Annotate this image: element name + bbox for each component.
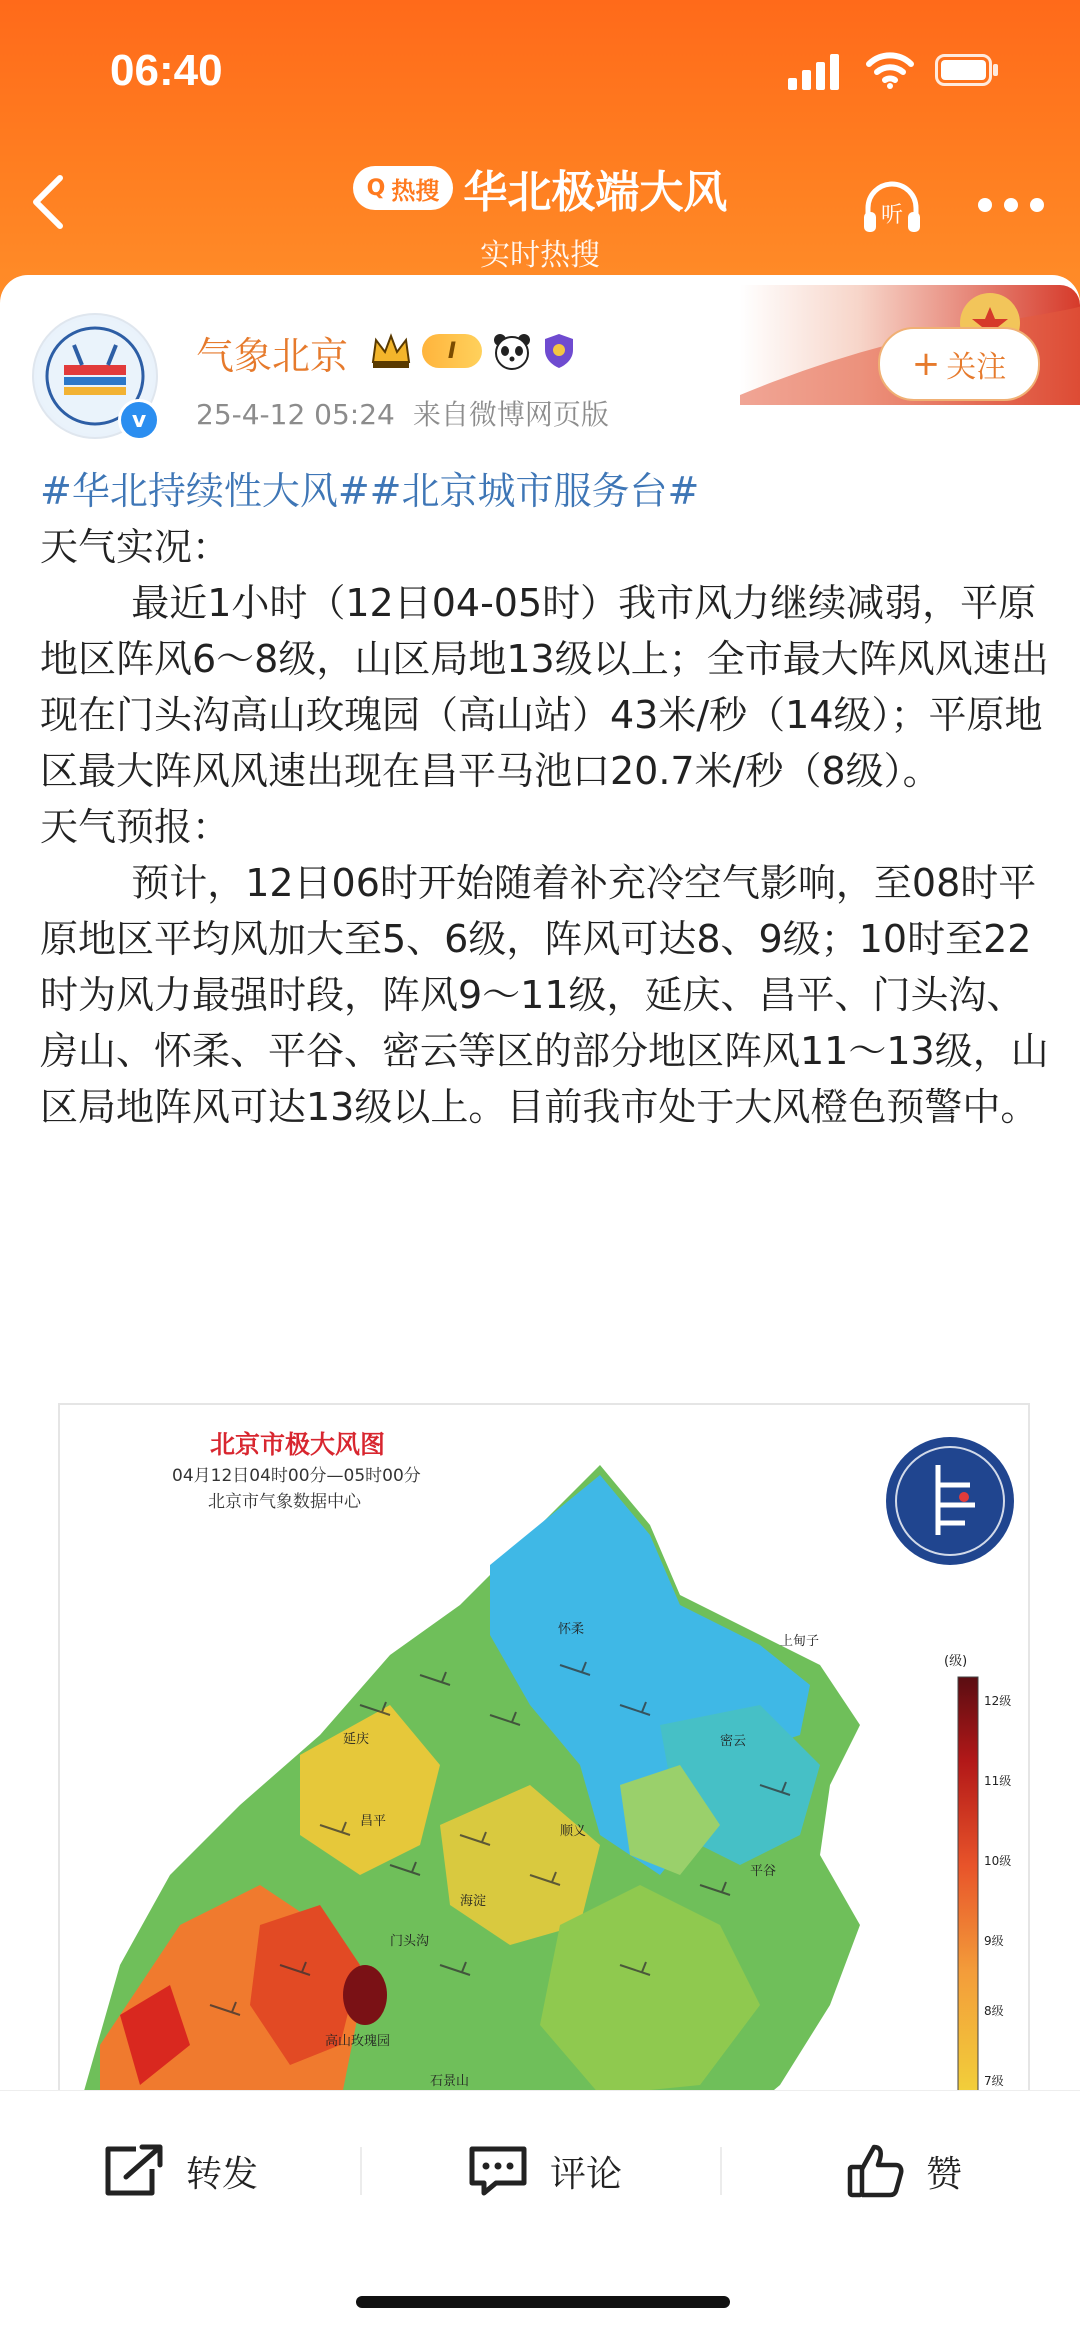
- section-title-forecast: 天气预报：: [40, 805, 231, 849]
- svg-text:上甸子: 上甸子: [780, 1634, 820, 1649]
- post-content: [40, 463, 1050, 1135]
- svg-text:门头沟: 门头沟: [390, 1934, 430, 1949]
- svg-text:海淀: 海淀: [460, 1894, 487, 1909]
- author-badges: [370, 331, 576, 371]
- wifi-icon: [865, 50, 915, 90]
- action-divider: [720, 2147, 722, 2195]
- svg-text:石景山: 石景山: [430, 2074, 470, 2089]
- post-source: 来自微博网页版: [412, 398, 609, 431]
- section-body-forecast: 预计，12日06时开始随着补充冷空气影响，至08时平原地区平均风加大至5、6级，阵风可达8、9级；10时至22时为风力最强时段，阵风9～11级，延庆、昌平、门头沟、房山、怀柔、平谷、密云等区的部分地区阵风11～13级，山区局地阵风可达13级以上。目前我市处于大风橙色预警中。: [40, 861, 1049, 1129]
- home-indicator: [356, 2296, 730, 2308]
- thumbs-up-icon: [846, 2141, 906, 2201]
- map-subtitle-source: 北京市气象数据中心: [208, 1492, 361, 1512]
- svg-text:12级: 12级: [984, 1694, 1012, 1708]
- battery-icon: [935, 54, 999, 86]
- svg-text:听: 听: [880, 203, 904, 228]
- svg-text:9级: 9级: [984, 1934, 1004, 1948]
- follow-button[interactable]: + 关注: [878, 327, 1040, 401]
- svg-text:密云: 密云: [720, 1734, 747, 1749]
- cellular-signal-icon: [788, 54, 840, 90]
- section-title-observation: 天气实况：: [40, 525, 231, 569]
- svg-text:10级: 10级: [984, 1854, 1012, 1868]
- svg-text:平谷: 平谷: [750, 1864, 777, 1879]
- like-button[interactable]: [846, 2131, 962, 2211]
- post-card: [0, 275, 1080, 2097]
- post-timestamp: 25-4-12 05:24: [196, 398, 395, 431]
- map-service-logo-icon: [886, 1437, 1014, 1565]
- svg-text:延庆: 延庆: [343, 1732, 370, 1747]
- level-badge: I: [422, 334, 482, 368]
- section-body-observation: 最近1小时（12日04-05时）我市风力继续减弱，平原地区阵风6～8级，山区局地13级以上；全市最大阵风风速出现在门头沟高山玫瑰园（高山站）43米/秒（14级）；平原地区最大阵风风速出现在昌平马池口20.7米/秒（8级）。: [40, 581, 1049, 793]
- page-subtitle: 实时热搜: [480, 238, 600, 273]
- wind-map-image[interactable]: [58, 1403, 1030, 2097]
- like-label: 赞: [926, 2153, 963, 2195]
- page-title: 华北极端大风: [463, 167, 728, 218]
- action-divider: [360, 2147, 362, 2195]
- svg-text:8级: 8级: [984, 2004, 1004, 2018]
- svg-text:(级): (级): [944, 1654, 968, 1669]
- svg-text:高山玫瑰园: 高山玫瑰园: [325, 2034, 391, 2049]
- panda-icon: [492, 331, 532, 371]
- more-options-icon[interactable]: [976, 194, 1046, 216]
- post-hashtags[interactable]: #华北持续性大风##北京城市服务台#: [40, 469, 700, 513]
- nav-bar: [0, 150, 1080, 273]
- search-icon: Q: [366, 175, 386, 201]
- svg-text:顺义: 顺义: [560, 1824, 587, 1839]
- svg-text:11级: 11级: [984, 1774, 1012, 1788]
- repost-button[interactable]: [102, 2131, 258, 2211]
- shield-badge-icon: [542, 332, 576, 370]
- status-bar: [0, 40, 1080, 100]
- comment-button[interactable]: [466, 2131, 622, 2211]
- map-subtitle-time: 04月12日04时00分—05时00分: [172, 1466, 421, 1486]
- wind-map-graphic: [60, 1405, 1028, 2097]
- status-time: 06:40: [110, 46, 223, 95]
- comment-label: 评论: [550, 2153, 623, 2195]
- author-name[interactable]: 气象北京: [196, 334, 349, 378]
- hot-search-badge: Q 热搜: [353, 166, 454, 210]
- action-bar: [0, 2090, 1080, 2253]
- svg-text:昌平: 昌平: [360, 1814, 387, 1829]
- repost-label: 转发: [186, 2153, 259, 2195]
- plus-icon: +: [911, 344, 941, 384]
- share-icon: [102, 2143, 166, 2199]
- svg-text:怀柔: 怀柔: [558, 1622, 585, 1637]
- map-title: 北京市极大风图: [210, 1430, 386, 1459]
- post-meta: [196, 393, 627, 433]
- crown-vip-icon: [370, 332, 412, 370]
- app-header: [0, 0, 1080, 320]
- verified-badge-icon: v: [118, 399, 160, 441]
- svg-text:7级: 7级: [984, 2074, 1004, 2088]
- comment-icon: [466, 2143, 530, 2199]
- listen-headphones-icon[interactable]: [860, 176, 924, 240]
